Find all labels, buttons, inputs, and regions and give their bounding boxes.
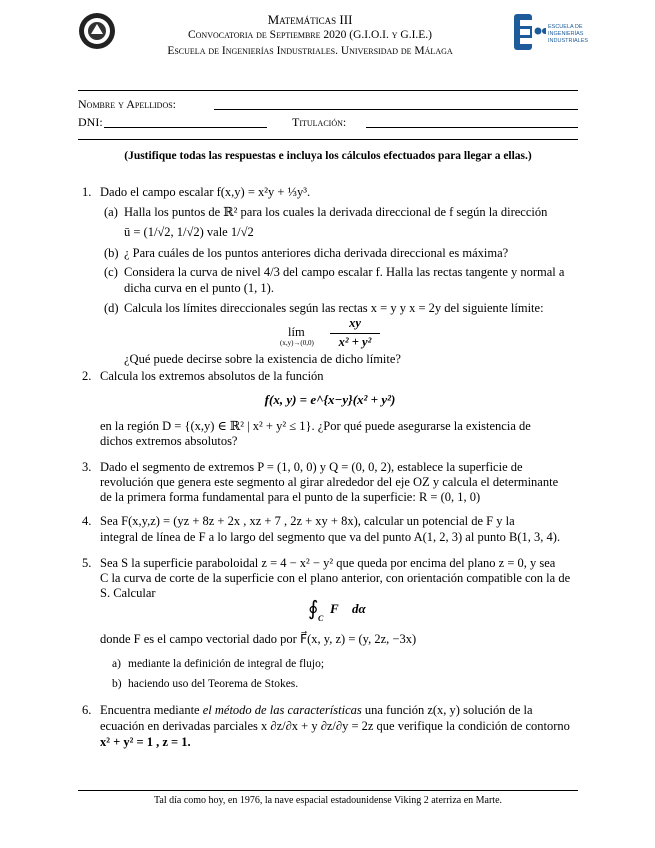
- line-integral-expression: [308, 596, 378, 626]
- limit-subscript: (x,y)→(0,0): [280, 339, 314, 347]
- problem-5-line1: Sea S la superficie paraboloidal z = 4 − x² − y² que queda por encima del plano z = 0, y sea: [100, 556, 556, 570]
- limit-numerator: xy: [349, 316, 361, 330]
- limit-operator: lím: [288, 325, 305, 339]
- university-seal-logo: [78, 12, 116, 50]
- problem-4-line2: integral de línea de F a lo largo del segmento que va del punto A(1, 2, 3) al punto B(1, 3, 4).: [100, 530, 561, 544]
- form-rule: [78, 139, 578, 140]
- integrand: F⃗ dα⃗: [330, 601, 376, 616]
- problem-5a-label: a): [112, 658, 121, 670]
- dni-label: DNI:: [78, 115, 103, 129]
- dni-field[interactable]: [104, 127, 267, 128]
- problem-6-number: 6.: [82, 703, 92, 717]
- problem-6-line2: ecuación en derivadas parciales x ∂z/∂x + y ∂z/∂y = 2z que verifique la condición de contorno: [100, 719, 570, 733]
- instructions: (Justifique todas las respuestas e incluya los cálculos efectuados para llegar a ellas.): [124, 150, 532, 162]
- contour-integral-subscript: C: [318, 614, 324, 623]
- problem-3-number: 3.: [82, 460, 92, 474]
- logo-line-2: INGENIERÍAS: [548, 31, 584, 37]
- problem-5-field: donde F es el campo vectorial dado por F⃗(x, y, z) = (y, 2z, −3x): [100, 632, 417, 646]
- name-label: Nombre y Apellidos:: [78, 97, 177, 111]
- school-logo: [512, 12, 589, 56]
- problem-5-line3: S. Calcular: [100, 586, 156, 600]
- problem-3-line1: Dado el segmento de extremos P = (1, 0, 0) y Q = (0, 0, 2), establece la superficie de: [100, 460, 523, 474]
- problem-1a-text: Halla los puntos de ℝ² para los cuales la derivada direccional de f según la dirección: [124, 205, 548, 219]
- problem-5b-label: b): [112, 678, 122, 690]
- problem-3-line3: de la primera forma fundamental para el punto de la superficie: R = (0, 1, 0): [100, 490, 481, 504]
- footer-rule: [78, 790, 578, 791]
- problem-1-number: 1.: [82, 185, 92, 199]
- problem-4-number: 4.: [82, 514, 92, 528]
- problem-1d-label: (d): [104, 301, 119, 315]
- problem-3-line2: revolución que genera este segmento al girar alrededor del eje OZ y calcula el determinante: [100, 475, 559, 489]
- problem-5-line2: C la curva de corte de la superficie con el plano anterior, con orientación compatible con la de: [100, 571, 571, 585]
- limit-expression: [280, 316, 390, 352]
- limit-denominator: x² + y²: [338, 335, 372, 349]
- problem-5-number: 5.: [82, 556, 92, 570]
- problem-1a-label: (a): [104, 205, 118, 219]
- contour-integral-sign: ∮: [308, 598, 319, 620]
- problem-4-line1: Sea F(x,y,z) = (yz + 8z + 2x , xz + 7 , 2z + xy + 8x), calcular un potencial de F y la: [100, 514, 515, 528]
- logo-line-1: ESCUELA DE: [548, 24, 583, 30]
- problem-1c-line1: Considera la curva de nivel 4/3 del campo escalar f. Halla las rectas tangente y normal a: [124, 265, 565, 279]
- problem-1c-line2: dicha curva en el punto (1, 1).: [124, 281, 274, 295]
- problem-2-intro: Calcula los extremos absolutos de la función: [100, 369, 324, 383]
- problem-5b-text: haciendo uso del Teorema de Stokes.: [128, 678, 299, 690]
- problem-1a-direction: ū = (1/√2, 1/√2) vale 1/√2: [124, 225, 254, 239]
- titulacion-label: Titulación:: [292, 115, 347, 129]
- problem-1b-label: (b): [104, 246, 119, 260]
- exam-school: Escuela de Ingenierías Industriales. Universidad de Málaga: [167, 45, 453, 57]
- problem-6-line3: x² + y² = 1 , z = 1.: [100, 735, 191, 749]
- problem-2-formula: f(x, y) = e^{x−y}(x² + y²): [264, 392, 396, 407]
- limit-fraction-bar: [330, 333, 380, 334]
- name-field[interactable]: [214, 109, 578, 110]
- problem-1-intro: Dado el campo escalar f(x,y) = x²y + ⅓y³.: [100, 185, 311, 199]
- problem-1d-question: ¿Qué puede decirse sobre la existencia de dicho límite?: [124, 352, 401, 366]
- problem-6-line1: [100, 703, 578, 719]
- problem-2-line1: en la región D = {(x,y) ∈ ℝ² | x² + y² ≤ 1}. ¿Por qué puede asegurarse la existencia de: [100, 419, 531, 433]
- exam-subtitle: Convocatoria de Septiembre 2020 (G.I.O.I. y G.I.E.): [187, 29, 433, 41]
- school-logo-text: [548, 24, 588, 45]
- header-rule: [78, 90, 578, 91]
- titulacion-field[interactable]: [366, 127, 578, 128]
- problem-2-number: 2.: [82, 369, 92, 383]
- exam-title: Matemáticas III: [267, 12, 353, 27]
- problem-1b-text: ¿ Para cuáles de los puntos anteriores dicha derivada direccional es máxima?: [124, 246, 509, 260]
- footer-note: Tal día como hoy, en 1976, la nave espacial estadounidense Viking 2 aterriza en Marte.: [153, 795, 503, 806]
- logo-line-3: INDUSTRIALES: [548, 38, 589, 44]
- problem-6-line1-start: Encuentra mediante: [100, 703, 200, 717]
- problem-6-line1-end: una función z(x, y) solución de la: [364, 703, 533, 717]
- problem-1c-label: (c): [104, 265, 118, 279]
- problem-1d-text: Calcula los límites direccionales según las rectas x = y y x = 2y del siguiente límite:: [124, 301, 544, 315]
- problem-5a-text: mediante la definición de integral de flujo;: [128, 658, 325, 670]
- problem-6-method-name: el método de las características: [202, 703, 362, 717]
- problem-2-line2: dichos extremos absolutos?: [100, 434, 238, 448]
